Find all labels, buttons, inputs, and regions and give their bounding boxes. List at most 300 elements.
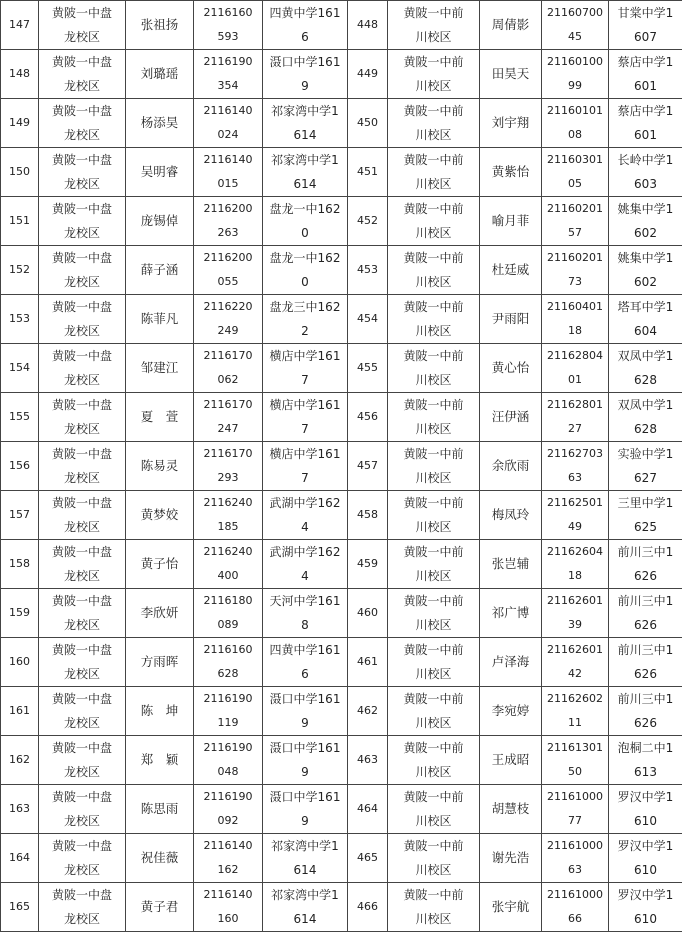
- right-student-name-text: 祁广博: [491, 605, 530, 620]
- right-source-school-text: 泡桐二中1: [617, 741, 674, 755]
- left-student-id-text: 2116240: [203, 496, 253, 509]
- right-student-id-text-2: 57: [568, 226, 582, 239]
- right-admitted-school: [388, 99, 480, 148]
- right-student-name-text: 喻月菲: [491, 213, 530, 228]
- right-source-school-text: 前川三中1: [617, 594, 674, 608]
- left-source-school: [263, 295, 348, 344]
- right-seq-number: [348, 344, 388, 393]
- left-seq-number-text: 153: [9, 312, 30, 325]
- right-source-school-text-2: 610: [634, 912, 657, 926]
- left-student-name: [126, 736, 194, 785]
- right-seq-number: [348, 638, 388, 687]
- left-student-id: [194, 687, 263, 736]
- right-admitted-school-text: 黄陂一中前: [403, 839, 464, 853]
- left-student-id-text-2: 593: [217, 30, 239, 43]
- right-student-name: [480, 638, 542, 687]
- right-student-id-text: 21162602: [547, 692, 603, 705]
- left-student-name-text: 陈 坤: [140, 703, 179, 718]
- left-admitted-school-text: 黄陂一中盘: [51, 398, 112, 412]
- right-seq-number-text: 462: [357, 704, 378, 717]
- right-student-id: [542, 197, 609, 246]
- left-admitted-school-text: 黄陂一中盘: [51, 692, 112, 706]
- right-student-name-text: 汪伊涵: [491, 409, 530, 424]
- left-source-school: [263, 638, 348, 687]
- right-student-id-text: 21161000: [547, 790, 603, 803]
- left-source-school: [263, 344, 348, 393]
- right-seq-number-text: 449: [357, 67, 378, 80]
- right-admitted-school-text: 黄陂一中前: [403, 202, 464, 216]
- right-student-id: [542, 1, 609, 50]
- left-source-school-text: 祁家湾中学1: [271, 104, 339, 118]
- left-source-school-text: 祁家湾中学1: [271, 888, 339, 902]
- right-student-id: [542, 246, 609, 295]
- left-student-name: [126, 1, 194, 50]
- right-source-school-text-2: 610: [634, 863, 657, 877]
- right-source-school-text-2: 610: [634, 814, 657, 828]
- right-source-school-text-2: 627: [634, 471, 657, 485]
- left-admitted-school: [39, 540, 126, 589]
- left-seq-number: [1, 491, 39, 540]
- right-seq-number: [348, 99, 388, 148]
- left-student-name-text: 陈思雨: [140, 801, 179, 816]
- right-student-id: [542, 834, 609, 883]
- left-admitted-school-text-2: 龙校区: [63, 520, 100, 534]
- left-seq-number-text: 150: [9, 165, 30, 178]
- right-student-id: [542, 638, 609, 687]
- right-admitted-school: [388, 393, 480, 442]
- table-row: [1, 344, 682, 393]
- right-student-name: [480, 736, 542, 785]
- right-student-id-text: 21162804: [547, 349, 603, 362]
- right-seq-number-text: 451: [357, 165, 378, 178]
- right-admitted-school-text-2: 川校区: [415, 79, 452, 93]
- left-source-school-text-2: 4: [301, 520, 309, 534]
- right-student-id: [542, 393, 609, 442]
- right-source-school-text: 三里中学1: [617, 496, 674, 510]
- right-student-id: [542, 540, 609, 589]
- right-student-id: [542, 687, 609, 736]
- left-seq-number-text: 155: [9, 410, 30, 423]
- left-admitted-school-text: 黄陂一中盘: [51, 6, 112, 20]
- left-admitted-school-text: 黄陂一中盘: [51, 153, 112, 167]
- left-seq-number: [1, 442, 39, 491]
- right-student-id-text-2: 18: [568, 569, 582, 582]
- right-source-school-text-2: 604: [634, 324, 657, 338]
- right-student-id-text: 21162801: [547, 398, 603, 411]
- left-student-name-text: 祝佳薇: [140, 850, 179, 865]
- left-seq-number-text: 152: [9, 263, 30, 276]
- left-seq-number: [1, 736, 39, 785]
- left-student-name-text: 李欣妍: [140, 605, 179, 620]
- table-row: [1, 540, 682, 589]
- left-student-id: [194, 393, 263, 442]
- left-admitted-school: [39, 834, 126, 883]
- table-row: [1, 491, 682, 540]
- right-seq-number: [348, 393, 388, 442]
- right-seq-number-text: 463: [357, 753, 378, 766]
- table-row: [1, 687, 682, 736]
- right-source-school-text-2: 626: [634, 716, 657, 730]
- right-student-id-text: 21162501: [547, 496, 603, 509]
- left-source-school-text: 横店中学161: [269, 349, 341, 363]
- left-student-id-text: 2116190: [203, 55, 253, 68]
- right-student-name-text: 张宇航: [491, 899, 530, 914]
- right-seq-number-text: 454: [357, 312, 378, 325]
- right-admitted-school: [388, 246, 480, 295]
- right-seq-number: [348, 491, 388, 540]
- left-admitted-school-text-2: 龙校区: [63, 422, 100, 436]
- left-student-name-text: 陈菲凡: [140, 311, 179, 326]
- left-seq-number-text: 164: [9, 851, 30, 864]
- right-student-name-text: 田昊天: [491, 66, 530, 81]
- right-student-name: [480, 197, 542, 246]
- right-student-id: [542, 736, 609, 785]
- left-admitted-school: [39, 638, 126, 687]
- left-student-name: [126, 442, 194, 491]
- right-admitted-school-text-2: 川校区: [415, 30, 452, 44]
- left-student-id-text: 2116180: [203, 594, 253, 607]
- left-admitted-school-text: 黄陂一中盘: [51, 300, 112, 314]
- right-student-id-text: 21160101: [547, 104, 603, 117]
- left-admitted-school: [39, 1, 126, 50]
- right-student-id-text: 21160301: [547, 153, 603, 166]
- left-admitted-school-text-2: 龙校区: [63, 863, 100, 877]
- left-source-school-text: 横店中学161: [269, 447, 341, 461]
- left-source-school-text: 滠口中学161: [269, 692, 341, 706]
- left-admitted-school: [39, 295, 126, 344]
- right-admitted-school-text: 黄陂一中前: [403, 447, 464, 461]
- right-admitted-school-text: 黄陂一中前: [403, 496, 464, 510]
- left-admitted-school-text-2: 龙校区: [63, 177, 100, 191]
- right-student-id-text-2: 39: [568, 618, 582, 631]
- right-seq-number: [348, 197, 388, 246]
- right-seq-number: [348, 589, 388, 638]
- left-admitted-school-text-2: 龙校区: [63, 471, 100, 485]
- left-student-id-text: 2116200: [203, 202, 253, 215]
- left-student-name: [126, 540, 194, 589]
- left-admitted-school-text-2: 龙校区: [63, 618, 100, 632]
- right-admitted-school: [388, 50, 480, 99]
- left-source-school: [263, 148, 348, 197]
- right-student-name: [480, 883, 542, 932]
- right-student-id-text-2: 11: [568, 716, 582, 729]
- left-admitted-school: [39, 50, 126, 99]
- right-admitted-school-text-2: 川校区: [415, 177, 452, 191]
- left-source-school-text-2: 4: [301, 569, 309, 583]
- left-admitted-school-text-2: 龙校区: [63, 324, 100, 338]
- right-admitted-school-text: 黄陂一中前: [403, 153, 464, 167]
- left-source-school: [263, 491, 348, 540]
- left-student-name-text: 黄子怡: [140, 556, 179, 571]
- left-admitted-school: [39, 589, 126, 638]
- right-seq-number-text: 458: [357, 508, 378, 521]
- left-student-id-text-2: 400: [217, 569, 239, 582]
- right-student-id: [542, 344, 609, 393]
- left-source-school-text: 盘龙一中162: [269, 202, 341, 216]
- left-admitted-school-text-2: 龙校区: [63, 912, 100, 926]
- table-row: [1, 197, 682, 246]
- right-admitted-school-text: 黄陂一中前: [403, 6, 464, 20]
- left-student-name: [126, 99, 194, 148]
- right-student-id-text-2: 49: [568, 520, 582, 533]
- left-student-name: [126, 589, 194, 638]
- left-source-school-text: 祁家湾中学1: [271, 153, 339, 167]
- right-source-school: [609, 197, 682, 246]
- left-source-school: [263, 589, 348, 638]
- left-student-name: [126, 883, 194, 932]
- right-source-school: [609, 99, 682, 148]
- right-student-name: [480, 246, 542, 295]
- left-student-name-text: 庞锡倬: [140, 213, 179, 228]
- left-source-school: [263, 687, 348, 736]
- right-seq-number-text: 453: [357, 263, 378, 276]
- left-source-school-text: 盘龙一中162: [269, 251, 341, 265]
- left-student-id-text-2: 263: [217, 226, 239, 239]
- left-seq-number: [1, 540, 39, 589]
- right-source-school: [609, 442, 682, 491]
- table-row: [1, 589, 682, 638]
- left-admitted-school-text-2: 龙校区: [63, 667, 100, 681]
- left-admitted-school-text: 黄陂一中盘: [51, 594, 112, 608]
- right-admitted-school-text-2: 川校区: [415, 912, 452, 926]
- right-admitted-school-text-2: 川校区: [415, 569, 452, 583]
- right-student-id: [542, 148, 609, 197]
- right-admitted-school-text: 黄陂一中前: [403, 398, 464, 412]
- right-source-school-text: 塔耳中学1: [617, 300, 674, 314]
- right-seq-number-text: 459: [357, 557, 378, 570]
- left-admitted-school: [39, 883, 126, 932]
- left-seq-number-text: 160: [9, 655, 30, 668]
- left-admitted-school: [39, 246, 126, 295]
- right-admitted-school: [388, 1, 480, 50]
- left-admitted-school-text: 黄陂一中盘: [51, 251, 112, 265]
- right-seq-number-text: 455: [357, 361, 378, 374]
- left-seq-number: [1, 589, 39, 638]
- left-seq-number: [1, 1, 39, 50]
- table-row: [1, 736, 682, 785]
- left-student-id: [194, 295, 263, 344]
- right-admitted-school: [388, 638, 480, 687]
- left-student-id-text-2: 048: [217, 765, 239, 778]
- right-student-name-text: 梅凤玲: [491, 507, 530, 522]
- right-student-id-text-2: 66: [568, 912, 582, 925]
- left-student-id-text: 2116140: [203, 888, 253, 901]
- right-student-id-text-2: 27: [568, 422, 582, 435]
- left-student-id-text-2: 293: [217, 471, 239, 484]
- right-student-id-text: 21160201: [547, 202, 603, 215]
- right-student-name: [480, 589, 542, 638]
- left-source-school: [263, 736, 348, 785]
- right-source-school-text-2: 626: [634, 618, 657, 632]
- right-student-id: [542, 50, 609, 99]
- right-seq-number: [348, 295, 388, 344]
- right-student-name-text: 胡慧枝: [491, 801, 530, 816]
- table-row: [1, 638, 682, 687]
- left-seq-number-text: 154: [9, 361, 30, 374]
- left-seq-number: [1, 99, 39, 148]
- left-student-id: [194, 344, 263, 393]
- left-student-id-text-2: 628: [217, 667, 239, 680]
- left-seq-number: [1, 393, 39, 442]
- left-seq-number-text: 159: [9, 606, 30, 619]
- left-source-school-text: 滠口中学161: [269, 741, 341, 755]
- left-admitted-school: [39, 197, 126, 246]
- table-row: [1, 785, 682, 834]
- right-student-name: [480, 442, 542, 491]
- left-source-school-text: 武湖中学162: [269, 545, 341, 559]
- right-admitted-school-text-2: 川校区: [415, 618, 452, 632]
- left-admitted-school-text: 黄陂一中盘: [51, 545, 112, 559]
- right-admitted-school-text-2: 川校区: [415, 814, 452, 828]
- left-student-id: [194, 638, 263, 687]
- right-seq-number-text: 456: [357, 410, 378, 423]
- left-seq-number-text: 156: [9, 459, 30, 472]
- left-source-school: [263, 834, 348, 883]
- left-admitted-school-text-2: 龙校区: [63, 30, 100, 44]
- right-source-school: [609, 491, 682, 540]
- left-admitted-school-text: 黄陂一中盘: [51, 55, 112, 69]
- left-student-id-text-2: 024: [217, 128, 239, 141]
- left-student-id: [194, 785, 263, 834]
- right-source-school-text: 甘棠中学1: [617, 6, 674, 20]
- left-student-name: [126, 344, 194, 393]
- left-admitted-school: [39, 393, 126, 442]
- right-student-id-text: 21160700: [547, 6, 603, 19]
- left-source-school-text-2: 9: [301, 79, 309, 93]
- left-seq-number-text: 149: [9, 116, 30, 129]
- left-admitted-school-text: 黄陂一中盘: [51, 643, 112, 657]
- right-student-name-text: 刘宇翔: [491, 115, 530, 130]
- right-source-school-text: 双凤中学1: [617, 349, 674, 363]
- right-admitted-school-text-2: 川校区: [415, 373, 452, 387]
- left-admitted-school-text: 黄陂一中盘: [51, 839, 112, 853]
- right-student-id-text-2: 18: [568, 324, 582, 337]
- right-admitted-school-text: 黄陂一中前: [403, 594, 464, 608]
- right-source-school: [609, 50, 682, 99]
- left-student-id: [194, 491, 263, 540]
- left-student-id: [194, 197, 263, 246]
- right-seq-number-text: 450: [357, 116, 378, 129]
- right-source-school-text: 罗汉中学1: [617, 888, 674, 902]
- right-student-name-text: 张岂辅: [491, 556, 530, 571]
- right-source-school-text: 双凤中学1: [617, 398, 674, 412]
- left-admitted-school: [39, 148, 126, 197]
- right-seq-number-text: 448: [357, 18, 378, 31]
- left-source-school-text-2: 8: [301, 618, 309, 632]
- right-admitted-school-text-2: 川校区: [415, 716, 452, 730]
- right-student-id: [542, 785, 609, 834]
- right-source-school: [609, 736, 682, 785]
- left-source-school-text-2: 7: [301, 471, 309, 485]
- left-seq-number: [1, 148, 39, 197]
- left-student-name-text: 方雨晖: [140, 654, 179, 669]
- left-seq-number-text: 161: [9, 704, 30, 717]
- left-student-name-text: 薛子涵: [140, 262, 179, 277]
- table-row: [1, 1, 682, 50]
- right-student-name: [480, 834, 542, 883]
- right-seq-number: [348, 1, 388, 50]
- right-admitted-school-text-2: 川校区: [415, 667, 452, 681]
- left-admitted-school-text-2: 龙校区: [63, 765, 100, 779]
- right-student-id-text-2: 45: [568, 30, 582, 43]
- right-student-id: [542, 883, 609, 932]
- left-student-name: [126, 687, 194, 736]
- left-seq-number-text: 147: [9, 18, 30, 31]
- right-student-name: [480, 50, 542, 99]
- right-admitted-school-text-2: 川校区: [415, 471, 452, 485]
- right-student-id-text: 21161000: [547, 839, 603, 852]
- table-row: [1, 148, 682, 197]
- left-source-school: [263, 197, 348, 246]
- right-admitted-school: [388, 344, 480, 393]
- left-student-id-text: 2116170: [203, 447, 253, 460]
- left-student-id-text: 2116140: [203, 104, 253, 117]
- left-student-name-text: 吴明睿: [140, 164, 179, 179]
- left-source-school-text-2: 7: [301, 422, 309, 436]
- right-seq-number: [348, 442, 388, 491]
- right-student-id-text-2: 99: [568, 79, 582, 92]
- right-source-school-text-2: 603: [634, 177, 657, 191]
- right-student-name: [480, 491, 542, 540]
- left-seq-number-text: 162: [9, 753, 30, 766]
- right-seq-number: [348, 148, 388, 197]
- left-student-id-text-2: 092: [217, 814, 239, 827]
- right-source-school: [609, 344, 682, 393]
- right-source-school-text: 姚集中学1: [617, 202, 674, 216]
- right-admitted-school: [388, 540, 480, 589]
- left-student-name-text: 夏 萱: [140, 409, 179, 424]
- left-student-id: [194, 442, 263, 491]
- right-admitted-school-text: 黄陂一中前: [403, 790, 464, 804]
- left-source-school-text: 天河中学161: [269, 594, 341, 608]
- left-admitted-school: [39, 442, 126, 491]
- left-source-school-text-2: 9: [301, 814, 309, 828]
- right-admitted-school-text-2: 川校区: [415, 324, 452, 338]
- right-source-school-text: 长岭中学1: [617, 153, 674, 167]
- right-source-school: [609, 883, 682, 932]
- left-admitted-school-text: 黄陂一中盘: [51, 496, 112, 510]
- left-student-id: [194, 50, 263, 99]
- left-source-school-text-2: 614: [293, 177, 317, 191]
- left-student-id-text: 2116190: [203, 692, 253, 705]
- left-seq-number: [1, 344, 39, 393]
- left-seq-number: [1, 638, 39, 687]
- left-seq-number-text: 158: [9, 557, 30, 570]
- left-seq-number: [1, 197, 39, 246]
- left-student-id-text: 2116220: [203, 300, 253, 313]
- left-admitted-school: [39, 785, 126, 834]
- right-seq-number: [348, 834, 388, 883]
- left-student-id: [194, 148, 263, 197]
- right-student-name-text: 杜廷威: [491, 262, 530, 277]
- left-source-school-text-2: 0: [301, 226, 309, 240]
- left-student-id-text-2: 185: [217, 520, 239, 533]
- left-source-school: [263, 99, 348, 148]
- left-admitted-school-text-2: 龙校区: [63, 79, 100, 93]
- right-student-id-text-2: 63: [568, 471, 582, 484]
- left-student-id-text: 2116140: [203, 839, 253, 852]
- left-student-id: [194, 246, 263, 295]
- right-admitted-school-text: 黄陂一中前: [403, 545, 464, 559]
- right-student-name: [480, 148, 542, 197]
- left-source-school-text-2: 614: [293, 912, 317, 926]
- right-student-id: [542, 295, 609, 344]
- right-admitted-school-text: 黄陂一中前: [403, 692, 464, 706]
- left-source-school-text-2: 6: [301, 667, 309, 681]
- table-row: [1, 50, 682, 99]
- left-admitted-school-text: 黄陂一中盘: [51, 741, 112, 755]
- right-student-id-text-2: 42: [568, 667, 582, 680]
